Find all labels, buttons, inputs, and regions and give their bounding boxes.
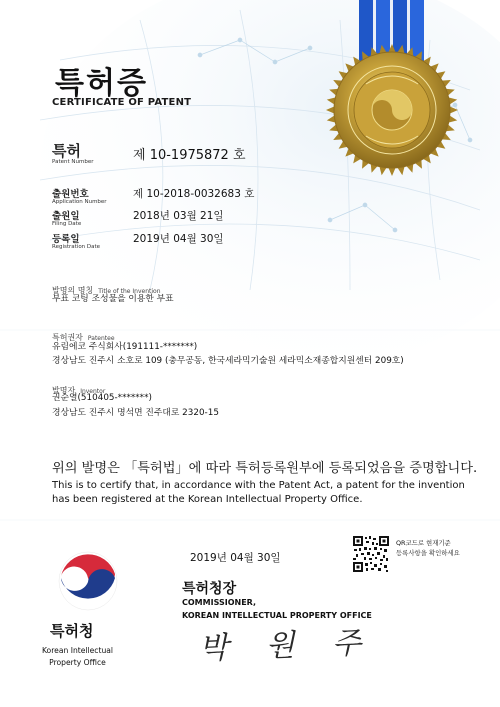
gold-seal — [322, 0, 462, 175]
patentee-address: 경상남도 진주시 소호로 109 (충무공동, 한국세라믹기술원 세라믹소재종합지원센터 209호) — [52, 356, 404, 366]
commissioner-title-en-line-1: COMMISSIONER, — [182, 598, 257, 607]
patent-label: 특허 — [52, 142, 81, 160]
patent-number: 제 10-1975872 호 — [133, 148, 246, 163]
registration-date-label: 등록일 — [52, 234, 80, 245]
office-name-en-line-2: Property Office — [49, 658, 106, 667]
patentee-name: 유림에코 주식회사(191111-*******) — [52, 342, 198, 352]
patentee-label: 특허권자 — [52, 333, 83, 342]
certification-en-line-1: This is to certify that, in accordance with the Patent Act, a patent for the invention — [52, 480, 465, 491]
filing-date: 2018년 03월 21일 — [133, 210, 224, 222]
registration-date: 2019년 04월 30일 — [133, 233, 224, 245]
filing-date-label: 출원일 — [52, 211, 80, 222]
certification-statement-en — [52, 479, 482, 507]
qr-instructions — [396, 538, 460, 558]
application-number-label: 출원번호 — [52, 189, 89, 200]
invention-label-en: Title of the Invention — [98, 288, 161, 295]
office-name-en-line-1: Korean Intellectual — [41, 646, 114, 655]
issue-date: 2019년 04월 30일 — [190, 552, 281, 564]
commissioner-title-en-line-2: KOREAN INTELLECTUAL PROPERTY OFFICE — [182, 611, 372, 620]
patentee-label-en: Patentee — [87, 335, 115, 342]
inventor-label: 발명자 — [52, 386, 76, 395]
signature-text: 박 원 주 — [198, 625, 376, 667]
office-name-en — [40, 645, 115, 669]
application-number: 제 10-2018-0032683 호 — [133, 188, 255, 200]
qr-instructions-line-1: QR코드로 현재기준 — [396, 539, 451, 547]
patent-label-en: Patent Number — [52, 159, 94, 165]
certificate-title: 특허증 — [55, 66, 148, 101]
kipo-logo-icon — [55, 548, 121, 614]
qr-code-icon[interactable] — [352, 535, 390, 573]
certification-statement-ko: 위의 발명은 「특허법」에 따라 특허등록원부에 등록되었음을 증명합니다. — [52, 461, 478, 476]
registration-date-label-en: Registration Date — [52, 244, 101, 250]
inventor-address: 경상남도 진주시 명석면 진주대로 2320-15 — [52, 408, 219, 418]
certification-en-line-2: has been registered at the Korean Intellectual Property Office. — [52, 494, 363, 505]
qr-instructions-line-2: 등록사항을 확인하세요 — [396, 549, 460, 557]
inventor-label-en: Inventor — [80, 388, 106, 395]
invention-title: 부표 코팅 조성물을 이용한 부표 — [52, 294, 174, 304]
filing-date-label-en: Filing Date — [52, 221, 82, 227]
commissioner-signature — [195, 618, 376, 670]
invention-label: 발명의 명칭 — [52, 286, 94, 295]
inventor-name: 권순열(510405-*******) — [52, 393, 152, 403]
commissioner-title-ko: 특허청장 — [182, 581, 237, 597]
application-number-label-en: Application Number — [52, 199, 107, 205]
certificate-title-en: CERTIFICATE OF PATENT — [52, 97, 192, 108]
office-name-ko: 특허청 — [50, 622, 94, 640]
